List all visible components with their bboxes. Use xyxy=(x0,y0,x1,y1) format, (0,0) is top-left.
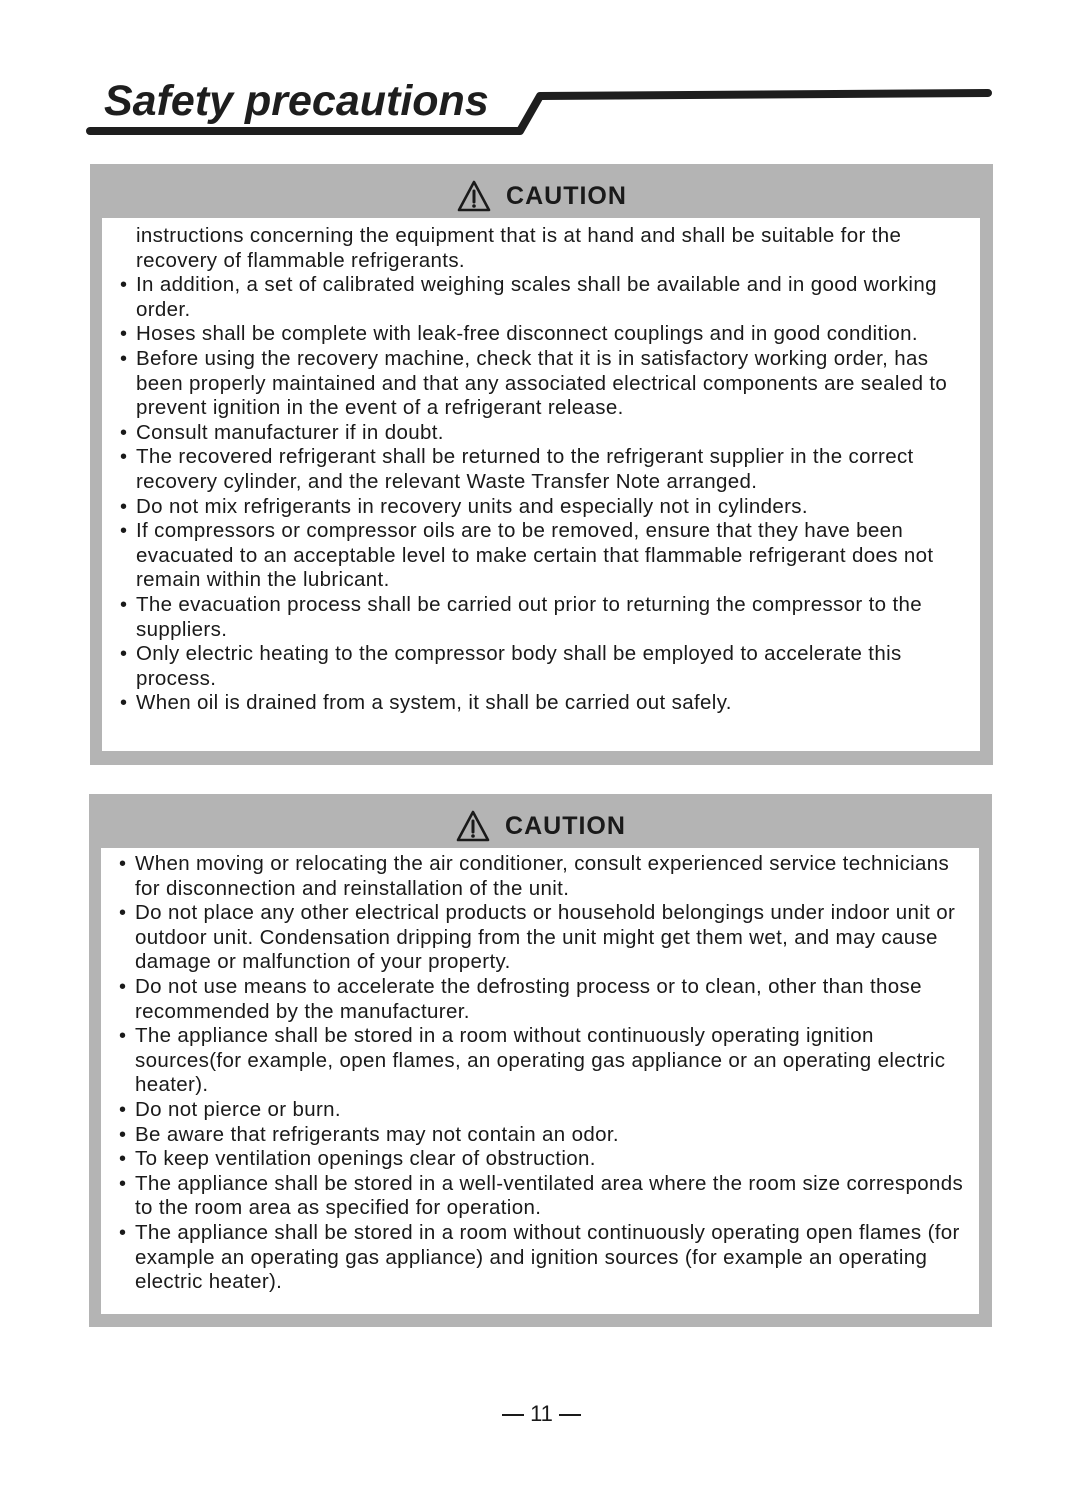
bullet: • xyxy=(119,902,127,925)
bullet: • xyxy=(120,274,128,297)
list-item-text: Do not pierce or burn. xyxy=(135,1097,341,1121)
list-item xyxy=(102,445,980,494)
dash-left xyxy=(502,1414,524,1416)
list-item xyxy=(102,347,980,421)
bullet: • xyxy=(120,495,128,518)
list-item xyxy=(102,495,980,520)
caution-box-2 xyxy=(89,794,992,1327)
bullet: • xyxy=(120,520,128,543)
bullet: • xyxy=(120,643,128,666)
dash-right xyxy=(559,1414,581,1416)
caution-list xyxy=(102,224,980,716)
list-item-text: To keep ventilation openings clear of obstruction. xyxy=(135,1147,596,1171)
list-item xyxy=(101,975,979,1024)
bullet: • xyxy=(119,1148,127,1171)
list-item xyxy=(102,273,980,322)
caution-header xyxy=(89,804,992,848)
list-item-text: Do not place any other electrical products or household belongings under indoor unit or outdoor unit. Condensation dripping from the unit might get them wet, and may cause damage or malfunction of your property. xyxy=(135,901,956,974)
bullet: • xyxy=(119,853,127,875)
bullet: • xyxy=(120,421,128,444)
caution-body xyxy=(102,218,980,751)
bullet: • xyxy=(119,1098,127,1121)
list-item-text: Consult manufacturer if in doubt. xyxy=(136,420,444,444)
list-item-text: When oil is drained from a system, it shall be carried out safely. xyxy=(136,691,732,715)
list-item-text: instructions concerning the equipment that is at hand and shall be suitable for the recovery of flammable refrigerants. xyxy=(136,224,902,272)
list-item xyxy=(102,322,980,347)
page-header xyxy=(0,0,1083,150)
list-item xyxy=(101,1024,979,1098)
list-item-text: In addition, a set of calibrated weighing scales shall be available and in good working order. xyxy=(136,273,937,321)
bullet: • xyxy=(120,323,128,346)
list-item xyxy=(101,1147,979,1172)
list-item xyxy=(102,593,980,642)
caution-header xyxy=(90,174,993,218)
list-item-text: The recovered refrigerant shall be returned to the refrigerant supplier in the correct recovery cylinder, and the relevant Waste Transfer Note arranged. xyxy=(136,445,914,493)
list-item-text: The appliance shall be stored in a room without continuously operating ignition sources(for example, open flames, an operating gas appliance or an operating electric heater). xyxy=(135,1024,946,1097)
caution-label: CAUTION xyxy=(506,181,627,210)
list-item-text: Only electric heating to the compressor body shall be employed to accelerate this process. xyxy=(136,642,902,690)
bullet: • xyxy=(120,692,128,715)
list-item xyxy=(101,1221,979,1295)
bullet: • xyxy=(119,1172,127,1195)
list-item-text: Do not use means to accelerate the defrosting process or to clean, other than those recommended by the manufacturer. xyxy=(135,974,922,1023)
bullet: • xyxy=(119,1221,127,1244)
caution-box-1 xyxy=(90,164,993,765)
list-item-text: If compressors or compressor oils are to be removed, ensure that they have been evacuated to an acceptable level to make certain that flammable refrigerant does not remain within the lubricant. xyxy=(136,519,934,592)
list-item xyxy=(102,224,980,273)
list-item-text: Before using the recovery machine, check that it is in satisfactory working order, has been properly maintained and that any associated electrical components are sealed to prevent ignition in the event of a refrigerant release. xyxy=(136,346,948,420)
list-item xyxy=(102,642,980,691)
bullet: • xyxy=(120,446,128,469)
caution-list xyxy=(101,852,979,1295)
list-item xyxy=(101,852,979,901)
list-item xyxy=(102,691,980,716)
list-item xyxy=(101,1123,979,1148)
caution-label: CAUTION xyxy=(505,811,626,840)
list-item xyxy=(101,1098,979,1123)
list-item-text: Be aware that refrigerants may not contain an odor. xyxy=(135,1122,619,1146)
list-item xyxy=(102,519,980,593)
bullet: • xyxy=(120,347,128,370)
page-title: Safety precautions xyxy=(104,77,489,125)
warning-triangle-icon xyxy=(455,809,491,843)
bullet: • xyxy=(119,1025,127,1048)
list-item xyxy=(102,421,980,446)
list-item-text: The appliance shall be stored in a well-ventilated area where the room size corresponds to the room area as specified for operation. xyxy=(135,1171,964,1220)
list-item-text: Hoses shall be complete with leak-free disconnect couplings and in good condition. xyxy=(136,322,918,346)
list-item-text: The evacuation process shall be carried out prior to returning the compressor to the suppliers. xyxy=(136,592,923,641)
page-number xyxy=(0,1401,1083,1427)
list-item-text: Do not mix refrigerants in recovery units and especially not in cylinders. xyxy=(136,494,808,518)
list-item-text: When moving or relocating the air conditioner, consult experienced service technicians for disconnection and reinstallation of the unit. xyxy=(135,852,950,900)
page-number-value: 11 xyxy=(530,1401,553,1426)
title-underline-rule xyxy=(0,0,1083,150)
bullet: • xyxy=(119,1123,127,1146)
bullet: • xyxy=(120,593,128,616)
list-item xyxy=(101,901,979,975)
caution-body xyxy=(101,848,979,1314)
warning-triangle-icon xyxy=(456,179,492,213)
list-item-text: The appliance shall be stored in a room without continuously operating open flames (for example an operating gas appliance) and ignition sources (for example an operating electric heater). xyxy=(135,1220,960,1294)
list-item xyxy=(101,1172,979,1221)
bullet: • xyxy=(119,975,127,998)
